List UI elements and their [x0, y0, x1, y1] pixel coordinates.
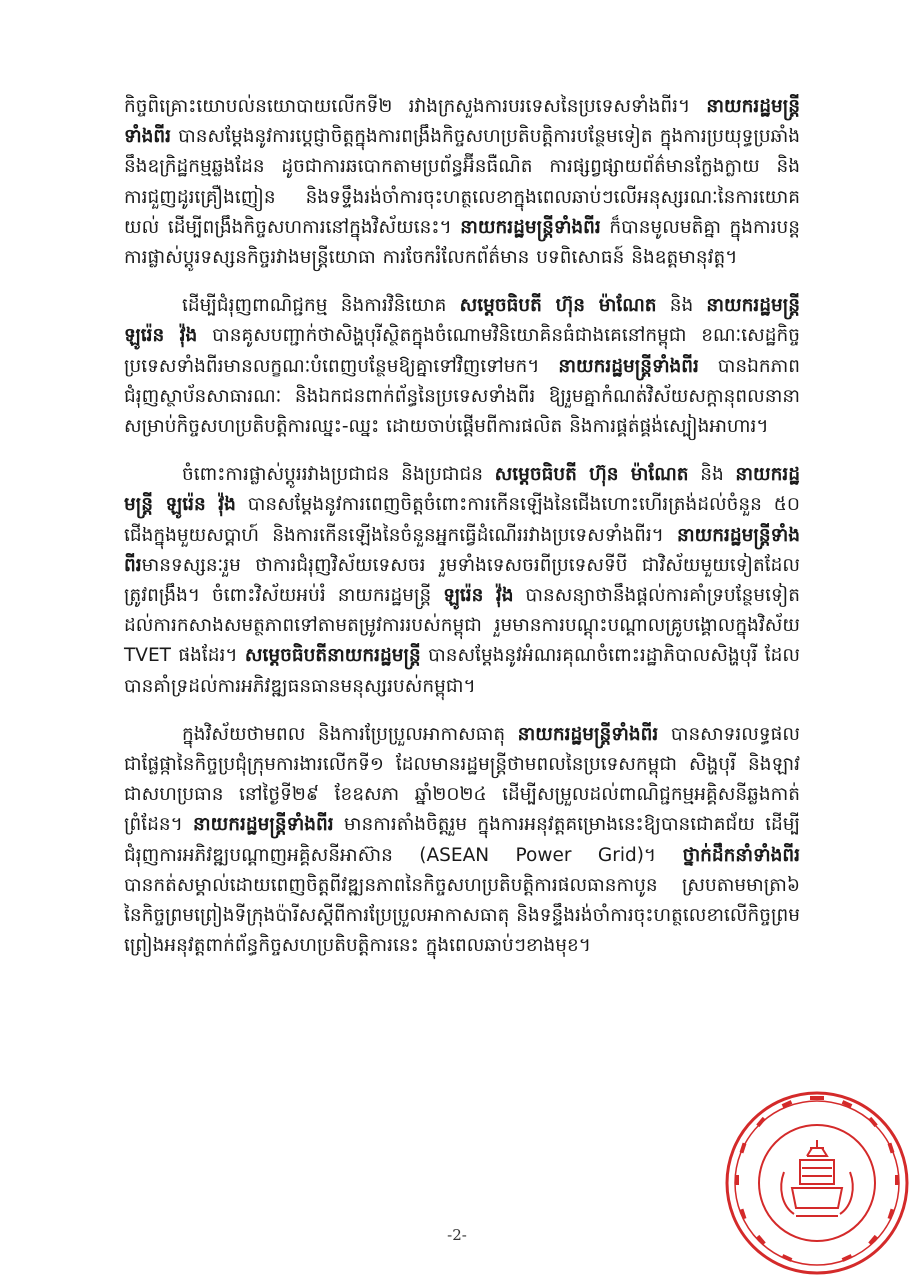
text-run: និង [656, 295, 707, 317]
page-number: -2- [447, 1226, 467, 1244]
bold-text-run: ឡូរ៉េន វ៉ុង [443, 585, 514, 607]
bold-text-run: នាយករដ្ឋមន្ត្រីទាំងពីរ [460, 216, 601, 238]
text-run: និង [688, 464, 736, 486]
text-run: បានសម្តែងនូវការប្តេជ្ញាចិត្តក្នុងការពង្រឹងកិច្ចសហប្រតិបត្តិការបន្ថែមទៀត ក្នុងការប្រយុទ្ធប្រឆាំងនឹងឧក្រិដ្ឋកម្មឆ្លងដែន ដូចជាការឆបោកតាមប្រព័ន្ធអ៊ីនធឺណិត ការផ្សព្វផ្សាយព័ត៌មានក្លែងក្លាយ និងការជួញដូរគ្រឿងញៀន និងទទ្ទឹងរង់ចាំការចុះហត្ថលេខាក្នុងពេលឆាប់ៗលើអនុស្សរណៈនៃការយោគយល់ ដើម្បីពង្រឹងកិច្ចសហការនៅក្នុងវិស័យនេះ។ [124, 126, 800, 238]
text-run: ចំពោះការផ្លាស់ប្តូររវាងប្រជាជន និងប្រជាជន [182, 464, 495, 486]
bold-text-run: សម្តេចធិបតីនាយករដ្ឋមន្ត្រី [244, 645, 421, 667]
bold-text-run: សម្តេចធិបតី ហ៊ុន ម៉ាណែត [494, 464, 689, 486]
paragraph-1 [124, 92, 800, 273]
text-run: បានគូសបញ្ជាក់ថាសិង្ហបុរីស្ថិតក្នុងចំណោមវិនិយោគិនធំជាងគេនៅកម្ពុជា ខណៈសេដ្ឋកិច្ចប្រទេសទាំងពីរមានលក្ខណៈបំពេញបន្ថែមឱ្យគ្នាទៅវិញទៅមក។ [124, 325, 800, 377]
paragraph-2 [124, 291, 800, 442]
text-run: ក៏បានមូលមតិគ្នា ក្នុងការបន្តការផ្លាស់ប្តូរទស្សនកិច្ចរវាងមន្ត្រីយោធា ការចែករំលែកព័ត៌មាន បទពិសោធន៍ និងឧត្តមានុវត្ត។ [124, 216, 800, 269]
document-body [124, 92, 800, 979]
bold-text-run: នាយករដ្ឋមន្ត្រីទាំងពីរ [124, 524, 800, 576]
text-run: មានទស្សនៈរួម ថាការជំរុញវិស័យទេសចរ រួមទាំងទេសចរពីប្រទេសទីបី ជាវិស័យមួយទៀតដែលត្រូវពង្រឹង។ ចំពោះវិស័យអប់រំ នាយករដ្ឋមន្ត្រី [124, 554, 800, 607]
bold-text-run: នាយករដ្ឋមន្ត្រីទាំងពីរ [517, 723, 659, 745]
bold-text-run: នាយករដ្ឋមន្ត្រីទាំងពីរ [193, 814, 334, 836]
bold-text-run: នាយករដ្ឋមន្ត្រីទាំងពីរ [124, 96, 800, 148]
text-run: ក្នុងវិស័យថាមពល និងការប្រែប្រួលអាកាសធាតុ [182, 723, 518, 745]
bold-text-run: នាយករដ្ឋមន្ត្រី ឡូរ៉េន វ៉ុង [124, 464, 800, 516]
official-seal-icon [722, 1088, 912, 1278]
bold-text-run: ថ្នាក់ដឹកនាំទាំងពីរ [682, 844, 800, 866]
paragraph-3 [124, 460, 800, 702]
bold-text-run: នាយករដ្ឋមន្ត្រីទាំងពីរ [558, 355, 699, 377]
text-run: បានសាទរលទ្ធផលជាផ្លែផ្កានៃកិច្ចប្រជុំក្រុមការងារលើកទី១ ដែលមានរដ្ឋមន្ត្រីថាមពលនៃប្រទេសកម្ពុជា សិង្ហបុរី និងឡាវ ជាសហប្រធាន នៅថ្ងៃទី២៩ ខែឧសភា ឆ្នាំ២០២៤ ដើម្បីសម្រួលដល់ពាណិជ្ជកម្មអគ្គិសនីឆ្លងកាត់ព្រំដែន។ [124, 723, 801, 836]
text-run: កិច្ចពិគ្រោះយោបល់នយោបាយលើកទី២ រវាងក្រសួងការបរទេសនៃប្រទេសទាំងពីរ។ [124, 96, 707, 117]
text-run: ដើម្បីជំរុញពាណិជ្ជកម្ម និងការវិនិយោគ [182, 295, 460, 317]
text-run: បានកត់សម្គាល់ដោយពេញចិត្តពីវឌ្ឍនភាពនៃកិច្ចសហប្រតិបត្តិការផលធានកាបូន ស្របតាមមាត្រា៦ នៃកិច្ចព្រមព្រៀងទីក្រុងប៉ារីសស្តីពីការប្រែប្រួលអាកាសធាតុ និងទន្ទឹងរង់ចាំការចុះហត្ថលេខាលើកិច្ចព្រមព្រៀងអនុវត្តពាក់ព័ន្ធកិច្ចសហប្រតិបត្តិការនេះ ក្នុងពេលឆាប់ៗខាងមុខ។ [124, 874, 800, 957]
text-run: បានសម្តែងនូវអំណរគុណចំពោះរដ្ឋាភិបាលសិង្ហបុរី ដែលបានគាំទ្រដល់ការអភិវឌ្ឍធនធានមនុស្សរបស់កម្ពុជា។ [124, 645, 800, 697]
text-run: បានសន្យាថានឹងផ្តល់ការគាំទ្របន្ថែមទៀតដល់ការកសាងសមត្ថភាពទៅតាមតម្រូវការរបស់កម្ពុជា រួមមានការបណ្តុះបណ្តាលគ្រូបង្គោលក្នុងវិស័យ TVET ផងដែរ។ [124, 585, 800, 667]
bold-text-run: សម្តេចធិបតី ហ៊ុន ម៉ាណែត [459, 295, 657, 317]
text-run: បានឯកភាពជំរុញស្ថាប័នសាធារណៈ និងឯកជនពាក់ព័ន្ធនៃប្រទេសទាំងពីរ ឱ្យរួមគ្នាកំណត់វិស័យសក្តានុពលនានាសម្រាប់កិច្ចសហប្រតិបត្តិការឈ្នះ-ឈ្នះ ដោយចាប់ផ្តើមពីការផលិត និងការផ្គត់ផ្គង់ស្បៀងអាហារ។ [124, 355, 800, 438]
text-run: បានសម្តែងនូវការពេញចិត្តចំពោះការកើនឡើងនៃជើងហោះហើរត្រង់ដល់ចំនួន ៥០ ជើងក្នុងមួយសប្តាហ៍ និងការកើនឡើងនៃចំនួនអ្នកធ្វើដំណើររវាងប្រទេសទាំងពីរ។ [124, 494, 800, 546]
bold-text-run: នាយករដ្ឋមន្ត្រី ឡូរ៉េន វ៉ុង [124, 295, 800, 347]
paragraph-4 [124, 720, 800, 962]
text-run: មានការតាំងចិត្តរួម ក្នុងការអនុវត្តគម្រោងនេះឱ្យបានជោគជ័យ ដើម្បីជំរុញការអភិវឌ្ឍបណ្តាញអគ្គិសនីអាស៊ាន (ASEAN Power Grid)។ [124, 814, 800, 866]
